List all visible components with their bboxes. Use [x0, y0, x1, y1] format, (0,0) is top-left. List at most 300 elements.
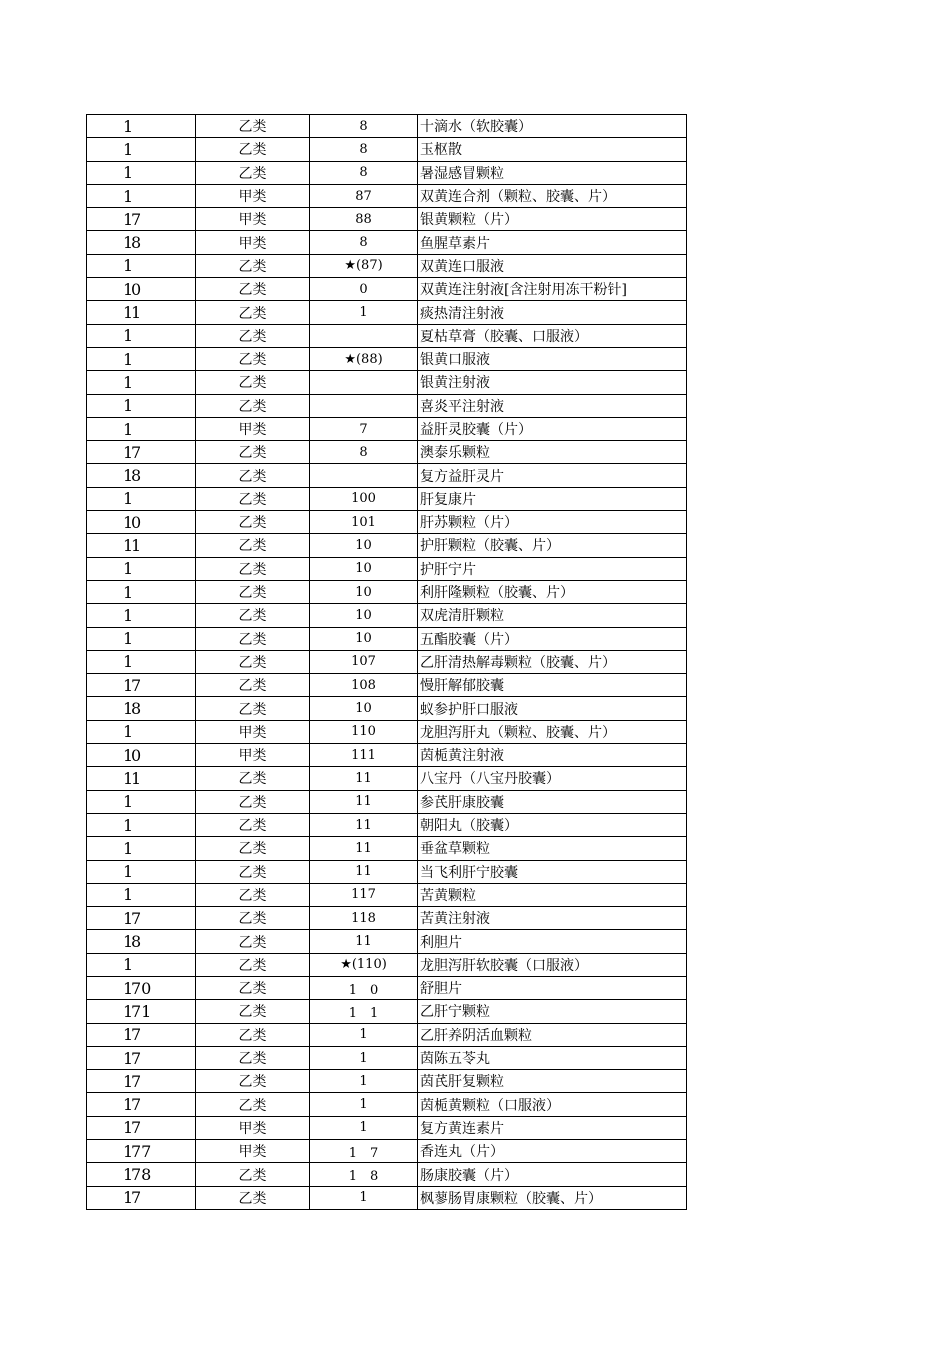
serial-number-part-a: 1 — [123, 303, 134, 323]
serial-number-cell — [87, 1000, 196, 1023]
serial-number-part-a: 1 — [123, 116, 134, 136]
serial-number-cell — [87, 138, 196, 161]
drug-name-cell: 乙肝养阴活血颗粒 — [418, 1023, 687, 1046]
serial-number-part-a: 1 — [123, 629, 134, 649]
serial-number-part-a: 1 — [123, 1188, 134, 1208]
drug-name-cell: 乙肝清热解毒颗粒（胶囊、片） — [418, 650, 687, 673]
drug-name-cell: 玉枢散 — [418, 138, 687, 161]
serial-number-cell — [87, 697, 196, 720]
serial-number-part-b: 7 — [131, 1025, 142, 1045]
serial-number-part-b: 7 — [131, 1095, 142, 1115]
serial-number-cell — [87, 208, 196, 231]
table-row — [87, 464, 687, 487]
drug-name-cell: 慢肝解郁胶囊 — [418, 674, 687, 697]
category-cell: 乙类 — [196, 487, 310, 510]
category-cell: 乙类 — [196, 394, 310, 417]
category-cell: 乙类 — [196, 371, 310, 394]
table-row — [87, 324, 687, 347]
serial-number-part-b: 77 — [131, 1141, 152, 1161]
serial-number-cell — [87, 674, 196, 697]
serial-number-cell — [87, 184, 196, 207]
code-cell: 11 — [310, 813, 418, 836]
drug-name-cell: 苦黄颗粒 — [418, 883, 687, 906]
serial-number-cell — [87, 394, 196, 417]
code-cell: 8 — [310, 441, 418, 464]
drug-name-cell: 利胆片 — [418, 930, 687, 953]
drug-list-body — [87, 115, 687, 1210]
serial-number-cell — [87, 650, 196, 673]
drug-name-cell: 益肝灵胶囊（片） — [418, 417, 687, 440]
code-cell: 117 — [310, 883, 418, 906]
table-row — [87, 627, 687, 650]
serial-number-part-b: 7 — [131, 442, 142, 462]
category-cell: 乙类 — [196, 254, 310, 277]
serial-number-cell — [87, 907, 196, 930]
table-row — [87, 511, 687, 534]
drug-name-cell: 茵陈五苓丸 — [418, 1046, 687, 1069]
category-cell: 乙类 — [196, 464, 310, 487]
serial-number-part-a: 1 — [123, 862, 134, 882]
drug-list-table — [86, 114, 687, 1210]
serial-number-part-a: 1 — [123, 955, 134, 975]
category-cell: 乙类 — [196, 115, 310, 138]
code-cell — [310, 324, 418, 347]
serial-number-part-a: 1 — [123, 372, 134, 392]
drug-name-cell: 参芪肝康胶囊 — [418, 790, 687, 813]
code-cell: ★(87) — [310, 254, 418, 277]
category-cell: 乙类 — [196, 301, 310, 324]
table-row — [87, 883, 687, 906]
serial-number-cell — [87, 720, 196, 743]
serial-number-part-b: 8 — [131, 466, 142, 486]
serial-number-part-b: 1 — [131, 303, 142, 323]
category-cell: 乙类 — [196, 557, 310, 580]
category-cell: 乙类 — [196, 790, 310, 813]
code-cell — [310, 394, 418, 417]
table-row — [87, 767, 687, 790]
table-row — [87, 487, 687, 510]
table-row — [87, 697, 687, 720]
category-cell: 乙类 — [196, 161, 310, 184]
category-cell: 乙类 — [196, 976, 310, 999]
serial-number-cell — [87, 441, 196, 464]
table-row — [87, 1093, 687, 1116]
serial-number-cell — [87, 1186, 196, 1209]
serial-number-cell — [87, 115, 196, 138]
category-cell: 甲类 — [196, 1116, 310, 1139]
table-row — [87, 254, 687, 277]
serial-number-part-b: 1 — [131, 535, 142, 555]
table-row — [87, 907, 687, 930]
serial-number-part-a: 1 — [123, 326, 134, 346]
serial-number-cell — [87, 1023, 196, 1046]
serial-number-cell — [87, 487, 196, 510]
serial-number-part-a: 1 — [123, 605, 134, 625]
code-cell: 1 0 — [310, 976, 418, 999]
category-cell: 乙类 — [196, 627, 310, 650]
code-cell: 8 — [310, 115, 418, 138]
category-cell: 乙类 — [196, 813, 310, 836]
table-row — [87, 1070, 687, 1093]
serial-number-part-a: 1 — [123, 745, 134, 765]
table-row — [87, 208, 687, 231]
category-cell: 甲类 — [196, 720, 310, 743]
category-cell: 乙类 — [196, 1046, 310, 1069]
drug-name-cell: 肝苏颗粒（片） — [418, 511, 687, 534]
drug-name-cell: 银黄口服液 — [418, 347, 687, 370]
category-cell: 乙类 — [196, 1093, 310, 1116]
drug-name-cell: 痰热清注射液 — [418, 301, 687, 324]
drug-name-cell: 复方黄连素片 — [418, 1116, 687, 1139]
drug-name-cell: 苦黄注射液 — [418, 907, 687, 930]
drug-name-cell: 护肝宁片 — [418, 557, 687, 580]
code-cell: 101 — [310, 511, 418, 534]
category-cell: 乙类 — [196, 1186, 310, 1209]
drug-name-cell: 十滴水（软胶囊） — [418, 115, 687, 138]
table-row — [87, 1046, 687, 1069]
serial-number-part-a: 1 — [123, 559, 134, 579]
serial-number-part-a: 1 — [123, 139, 134, 159]
serial-number-part-b: 0 — [131, 512, 142, 532]
code-cell: 1 — [310, 1093, 418, 1116]
drug-name-cell: 茵芪肝复颗粒 — [418, 1070, 687, 1093]
serial-number-part-a: 1 — [123, 396, 134, 416]
serial-number-cell — [87, 580, 196, 603]
serial-number-part-b: 70 — [131, 978, 152, 998]
serial-number-part-a: 1 — [123, 1165, 134, 1184]
serial-number-part-a: 1 — [123, 908, 134, 928]
table-row — [87, 417, 687, 440]
serial-number-part-b: 7 — [131, 675, 142, 695]
table-row — [87, 1116, 687, 1139]
code-cell: 87 — [310, 184, 418, 207]
code-cell: 1 — [310, 301, 418, 324]
table-row — [87, 650, 687, 673]
serial-number-part-a: 1 — [123, 1001, 134, 1021]
table-row — [87, 1186, 687, 1209]
code-cell: 11 — [310, 930, 418, 953]
code-cell: 8 — [310, 138, 418, 161]
serial-number-part-a: 1 — [123, 978, 134, 998]
serial-number-part-a: 1 — [123, 838, 134, 858]
serial-number-cell — [87, 557, 196, 580]
category-cell: 乙类 — [196, 441, 310, 464]
code-cell: 10 — [310, 627, 418, 650]
table-row — [87, 278, 687, 301]
drug-name-cell: 垂盆草颗粒 — [418, 837, 687, 860]
drug-name-cell: 复方益肝灵片 — [418, 464, 687, 487]
code-cell — [310, 464, 418, 487]
code-cell: 1 — [310, 1046, 418, 1069]
drug-name-cell: 银黄颗粒（片） — [418, 208, 687, 231]
table-row — [87, 371, 687, 394]
drug-name-cell: 乙肝宁颗粒 — [418, 1000, 687, 1023]
serial-number-cell — [87, 324, 196, 347]
category-cell: 乙类 — [196, 930, 310, 953]
code-cell: 10 — [310, 604, 418, 627]
code-cell: ★(88) — [310, 347, 418, 370]
serial-number-cell — [87, 767, 196, 790]
serial-number-part-b: 71 — [131, 1001, 152, 1021]
serial-number-part-a: 1 — [123, 1141, 134, 1161]
serial-number-part-b: 8 — [131, 699, 142, 719]
category-cell: 甲类 — [196, 744, 310, 767]
drug-name-cell: 茵栀黄注射液 — [418, 744, 687, 767]
drug-name-cell: 喜炎平注射液 — [418, 394, 687, 417]
serial-number-part-a: 1 — [123, 186, 134, 206]
code-cell: 1 — [310, 1116, 418, 1139]
code-cell: 1 — [310, 1186, 418, 1209]
code-cell: 118 — [310, 907, 418, 930]
drug-name-cell: 八宝丹（八宝丹胶囊） — [418, 767, 687, 790]
serial-number-part-b: 78 — [131, 1165, 152, 1184]
code-cell: 107 — [310, 650, 418, 673]
category-cell: 甲类 — [196, 184, 310, 207]
code-cell: 1 1 — [310, 1000, 418, 1023]
drug-name-cell: 舒胆片 — [418, 976, 687, 999]
serial-number-part-a: 1 — [123, 582, 134, 602]
code-cell: 111 — [310, 744, 418, 767]
drug-name-cell: 双黄连口服液 — [418, 254, 687, 277]
table-row — [87, 1163, 687, 1186]
code-cell: ★(110) — [310, 953, 418, 976]
code-cell: 11 — [310, 837, 418, 860]
serial-number-cell — [87, 511, 196, 534]
code-cell: 10 — [310, 557, 418, 580]
code-cell: 10 — [310, 697, 418, 720]
code-cell: 7 — [310, 417, 418, 440]
category-cell: 乙类 — [196, 604, 310, 627]
serial-number-cell — [87, 278, 196, 301]
code-cell: 88 — [310, 208, 418, 231]
table-row — [87, 1000, 687, 1023]
serial-number-part-a: 1 — [123, 699, 134, 719]
serial-number-cell — [87, 1070, 196, 1093]
serial-number-part-a: 1 — [123, 442, 134, 462]
category-cell: 乙类 — [196, 534, 310, 557]
category-cell: 甲类 — [196, 208, 310, 231]
table-row — [87, 860, 687, 883]
code-cell: 0 — [310, 278, 418, 301]
code-cell: 110 — [310, 720, 418, 743]
serial-number-part-a: 1 — [123, 419, 134, 439]
table-row — [87, 953, 687, 976]
serial-number-cell — [87, 534, 196, 557]
serial-number-part-b: 7 — [131, 1188, 142, 1208]
serial-number-cell — [87, 883, 196, 906]
category-cell: 乙类 — [196, 1070, 310, 1093]
drug-name-cell: 五酯胶囊（片） — [418, 627, 687, 650]
serial-number-cell — [87, 604, 196, 627]
drug-name-cell: 香连丸（片） — [418, 1140, 687, 1163]
serial-number-cell — [87, 301, 196, 324]
table-row — [87, 347, 687, 370]
category-cell: 乙类 — [196, 907, 310, 930]
serial-number-part-a: 1 — [123, 535, 134, 555]
serial-number-part-b: 8 — [131, 932, 142, 952]
category-cell: 甲类 — [196, 231, 310, 254]
category-cell: 乙类 — [196, 650, 310, 673]
serial-number-part-b: 0 — [131, 279, 142, 299]
drug-name-cell: 利肝隆颗粒（胶囊、片） — [418, 580, 687, 603]
table-row — [87, 604, 687, 627]
code-cell: 10 — [310, 534, 418, 557]
serial-number-cell — [87, 161, 196, 184]
table-row — [87, 184, 687, 207]
serial-number-part-b: 7 — [131, 908, 142, 928]
category-cell: 乙类 — [196, 138, 310, 161]
table-row — [87, 1023, 687, 1046]
category-cell: 甲类 — [196, 417, 310, 440]
serial-number-part-a: 1 — [123, 163, 134, 183]
serial-number-part-a: 1 — [123, 512, 134, 532]
serial-number-part-a: 1 — [123, 675, 134, 695]
serial-number-part-a: 1 — [123, 792, 134, 812]
drug-name-cell: 暑湿感冒颗粒 — [418, 161, 687, 184]
category-cell: 乙类 — [196, 1163, 310, 1186]
drug-name-cell: 茵栀黄颗粒（口服液） — [418, 1093, 687, 1116]
code-cell: 1 8 — [310, 1163, 418, 1186]
serial-number-part-b: 0 — [131, 745, 142, 765]
serial-number-part-a: 1 — [123, 722, 134, 742]
table-row — [87, 138, 687, 161]
drug-name-cell: 鱼腥草素片 — [418, 231, 687, 254]
category-cell: 乙类 — [196, 580, 310, 603]
category-cell: 乙类 — [196, 953, 310, 976]
table-row — [87, 441, 687, 464]
serial-number-part-a: 1 — [123, 1071, 134, 1091]
serial-number-cell — [87, 790, 196, 813]
drug-name-cell: 蚁参护肝口服液 — [418, 697, 687, 720]
table-row — [87, 744, 687, 767]
category-cell: 乙类 — [196, 1023, 310, 1046]
serial-number-part-a: 1 — [123, 1118, 134, 1138]
category-cell: 乙类 — [196, 837, 310, 860]
serial-number-cell — [87, 231, 196, 254]
serial-number-part-a: 1 — [123, 466, 134, 486]
table-row — [87, 394, 687, 417]
code-cell: 1 7 — [310, 1140, 418, 1163]
serial-number-cell — [87, 1093, 196, 1116]
serial-number-cell — [87, 744, 196, 767]
category-cell: 乙类 — [196, 347, 310, 370]
table-row — [87, 557, 687, 580]
code-cell: 1 — [310, 1070, 418, 1093]
category-cell: 乙类 — [196, 767, 310, 790]
code-cell: 10 — [310, 580, 418, 603]
table-row — [87, 930, 687, 953]
serial-number-part-a: 1 — [123, 885, 134, 905]
serial-number-cell — [87, 860, 196, 883]
table-row — [87, 580, 687, 603]
drug-name-cell: 肝复康片 — [418, 487, 687, 510]
serial-number-part-a: 1 — [123, 349, 134, 369]
drug-name-cell: 肠康胶囊（片） — [418, 1163, 687, 1186]
serial-number-part-a: 1 — [123, 932, 134, 952]
serial-number-cell — [87, 930, 196, 953]
category-cell: 乙类 — [196, 697, 310, 720]
serial-number-part-a: 1 — [123, 1048, 134, 1068]
table-row — [87, 115, 687, 138]
drug-name-cell: 枫蓼肠胃康颗粒（胶囊、片） — [418, 1186, 687, 1209]
serial-number-part-a: 1 — [123, 256, 134, 276]
category-cell: 乙类 — [196, 674, 310, 697]
category-cell: 乙类 — [196, 324, 310, 347]
serial-number-part-b: 7 — [131, 1048, 142, 1068]
code-cell: 11 — [310, 860, 418, 883]
drug-name-cell: 夏枯草膏（胶囊、口服液） — [418, 324, 687, 347]
table-row — [87, 976, 687, 999]
category-cell: 乙类 — [196, 1000, 310, 1023]
serial-number-cell — [87, 464, 196, 487]
table-row — [87, 161, 687, 184]
category-cell: 甲类 — [196, 1140, 310, 1163]
serial-number-cell — [87, 953, 196, 976]
drug-name-cell: 当飞利肝宁胶囊 — [418, 860, 687, 883]
serial-number-part-b: 7 — [131, 209, 142, 229]
table-row — [87, 674, 687, 697]
category-cell: 乙类 — [196, 511, 310, 534]
serial-number-part-a: 1 — [123, 1025, 134, 1045]
drug-name-cell: 双黄连注射液[含注射用冻干粉针] — [418, 278, 687, 301]
table-row — [87, 534, 687, 557]
table-row — [87, 813, 687, 836]
serial-number-cell — [87, 813, 196, 836]
serial-number-part-b: 7 — [131, 1118, 142, 1138]
table-row — [87, 301, 687, 324]
table-row — [87, 790, 687, 813]
code-cell: 8 — [310, 231, 418, 254]
serial-number-part-a: 1 — [123, 815, 134, 835]
serial-number-cell — [87, 1163, 196, 1186]
drug-name-cell: 护肝颗粒（胶囊、片） — [418, 534, 687, 557]
serial-number-cell — [87, 1140, 196, 1163]
serial-number-part-a: 1 — [123, 279, 134, 299]
category-cell: 乙类 — [196, 860, 310, 883]
serial-number-part-a: 1 — [123, 768, 134, 788]
serial-number-cell — [87, 976, 196, 999]
category-cell: 乙类 — [196, 278, 310, 301]
table-row — [87, 837, 687, 860]
drug-name-cell: 双黄连合剂（颗粒、胶囊、片） — [418, 184, 687, 207]
drug-name-cell: 双虎清肝颗粒 — [418, 604, 687, 627]
serial-number-cell — [87, 417, 196, 440]
code-cell: 11 — [310, 767, 418, 790]
category-cell: 乙类 — [196, 883, 310, 906]
code-cell: 108 — [310, 674, 418, 697]
serial-number-part-b: 1 — [131, 768, 142, 788]
serial-number-part-a: 1 — [123, 209, 134, 229]
drug-name-cell: 龙胆泻肝丸（颗粒、胶囊、片） — [418, 720, 687, 743]
serial-number-cell — [87, 371, 196, 394]
serial-number-cell — [87, 1046, 196, 1069]
code-cell: 11 — [310, 790, 418, 813]
code-cell: 8 — [310, 161, 418, 184]
drug-name-cell: 银黄注射液 — [418, 371, 687, 394]
drug-name-cell: 澳泰乐颗粒 — [418, 441, 687, 464]
code-cell: 100 — [310, 487, 418, 510]
serial-number-part-a: 1 — [123, 652, 134, 672]
serial-number-cell — [87, 1116, 196, 1139]
drug-name-cell: 龙胆泻肝软胶囊（口服液） — [418, 953, 687, 976]
serial-number-part-b: 8 — [131, 233, 142, 253]
serial-number-part-a: 1 — [123, 233, 134, 253]
drug-name-cell: 朝阳丸（胶囊） — [418, 813, 687, 836]
serial-number-part-a: 1 — [123, 1095, 134, 1115]
serial-number-part-a: 1 — [123, 489, 134, 509]
serial-number-cell — [87, 254, 196, 277]
serial-number-part-b: 7 — [131, 1071, 142, 1091]
